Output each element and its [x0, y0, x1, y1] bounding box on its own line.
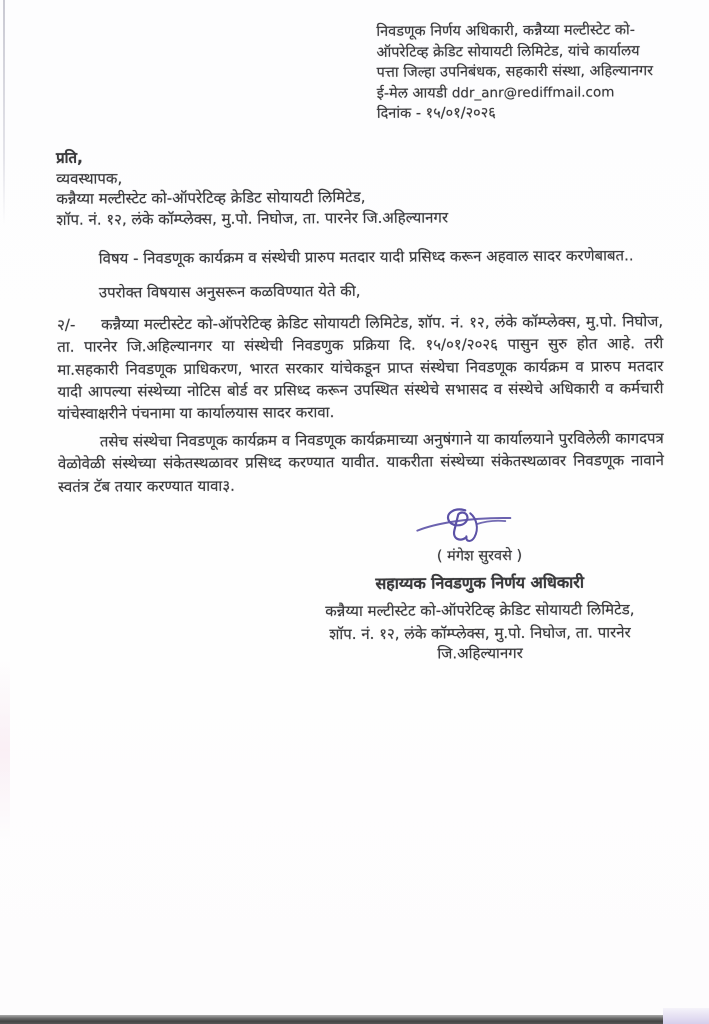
subject-line: विषय - निवडणूक कार्यक्रम व संस्थेची प्रारुप मतदार यादी प्रसिध्द करून अहवाल सादर करणेबाबत.. — [98, 246, 634, 268]
paragraph-1-text: कन्नैय्या मल्टीस्टेट को-ऑपरेटिव्ह क्रेडिट सोयायटी लिमिटेड, शॉप. नं. १२, लंके कॉम्प्लेक्स, मु.पो. निघोज, ता. पारनेर जि.अहिल्यानगर या संस्थेची निवडणुक प्रक्रिया दि. १५/०१/२०२६ पासुन सुरु होत आहे. तरी मा.सहकारी निवडणूक प्राधिकरण, भारत सरकार यांचेकडून प्राप्त संस्थेचा निवडणूक कार्यक्रम व प्रारुप मतदार यादी आपल्या संस्थेच्या नोटिस बोर्ड वर प्रसिध्द करून उपस्थित संस्थेचे सभासद व संस्थेचे अधिकारी व कर्मचारी यांचेस्वाक्षरीने पंचनामा या कार्यालयास सादर करावा. — [57, 312, 664, 424]
recipient-designation: व्यवस्थापक, — [56, 168, 123, 188]
letterhead-society-line: ऑपरेटिव्ह क्रेडिट सोयायटी लिमिटेड, यांचे कार्यालय — [376, 42, 640, 61]
handwritten-signature — [413, 504, 515, 549]
opening-line: उपरोक्त विषयास अनुसरून कळविण्यात येते की, — [98, 281, 361, 302]
recipient-salutation: प्रति, — [56, 148, 83, 167]
email-address: ddr_anr@rediffmail.com — [451, 83, 615, 101]
letterhead-address-line: पत्ता जिल्हा उपनिबंधक, सहकारी संस्था, अहिल्यानगर — [376, 63, 654, 81]
recipient-block — [56, 145, 576, 230]
email-label: ई-मेल आयडी — [376, 84, 448, 102]
letterhead-block — [376, 20, 669, 124]
signatory-org: कन्नैय्या मल्टीस्टेट को-ऑपरेटिव्ह क्रेडिट सोयायटी लिमिटेड, — [325, 600, 635, 621]
signatory-title: सहाय्यक निवडणुक निर्णय अधिकारी — [375, 572, 585, 593]
signatory-name: ( मंगेश सुरवसे ) — [436, 547, 523, 565]
letterhead-date: दिनांक - १५/०१/२०२६ — [376, 105, 496, 122]
paragraph-marker: २/- — [57, 315, 76, 334]
letterhead-email-line — [377, 82, 669, 104]
recipient-address: शॉप. नं. १२, लंके कॉम्प्लेक्स, मु.पो. निघोज, ता. पारनेर जि.अहिल्यानगर — [56, 207, 449, 229]
body-paragraph-1 — [57, 310, 664, 425]
signatory-block — [288, 545, 671, 664]
recipient-org: कन्नैय्या मल्टीस्टेट को-ऑपरेटिव्ह क्रेडिट सोयायटी लिमिटेड, — [56, 187, 366, 208]
body-paragraph-2: तसेच संस्थेचा निवडणूक कार्यक्रम व निवडणूक कार्यक्रमाच्या अनुषंगाने या कार्यालयाने पुरविलेली कागदपत्र वेळोवेळी संस्थेच्या संकेतस्थळावर प्रसिध्द करण्यात यावीत. याकरीता संस्थेच्या संकेतस्थळावर निवडणूक नावाने स्वतंत्र टॅब तयार करण्यात यावा३. — [57, 429, 664, 496]
signatory-address: शॉप. नं. १२, लंके कॉम्प्लेक्स, मु.पो. निघोज, ता. पारनेर जि.अहिल्यानगर — [329, 623, 631, 663]
scan-edge-bar — [0, 1015, 663, 1024]
scan-edge-bar-accent — [663, 1008, 709, 1024]
letterhead-office-line: निवडणूक निर्णय अधिकारी, कन्नैय्या मल्टीस्टेट को- — [376, 22, 636, 40]
